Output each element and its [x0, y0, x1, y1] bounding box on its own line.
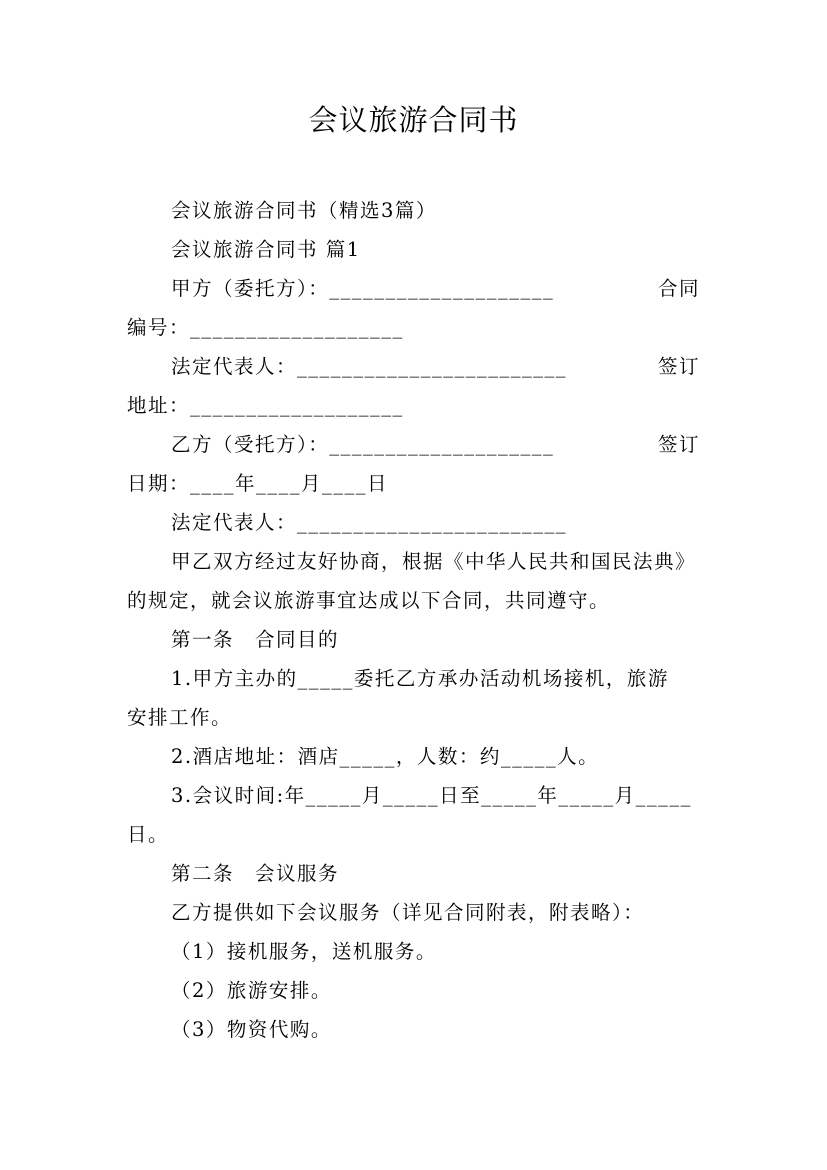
list-item: （2）旅游安排。 — [171, 979, 332, 1002]
paragraph-line: 甲乙双方经过友好协商，根据《中华人民共和国民法典》 — [171, 550, 697, 573]
paragraph-line: 安排工作。 — [127, 706, 233, 729]
sign-date-line: 日期：____年____月____日 — [127, 472, 389, 495]
party-b-line: 乙方（受托方）：____________________ — [171, 433, 555, 456]
sign-place-label: 签订 — [658, 355, 701, 378]
sign-address-line: 地址：___________________ — [127, 394, 404, 417]
list-item: （1）接机服务，送机服务。 — [171, 940, 437, 963]
contract-label: 合同 — [658, 277, 701, 300]
legal-rep-b-line: 法定代表人：________________________ — [171, 511, 568, 534]
paragraph-line: 日。 — [127, 823, 170, 846]
doc-subtitle: 会议旅游合同书（精选3篇） — [171, 199, 437, 222]
article-heading: 第二条 会议服务 — [171, 862, 340, 885]
sign-date-label: 签订 — [658, 433, 701, 456]
paragraph-line: 的规定，就会议旅游事宜达成以下合同，共同遵守。 — [127, 589, 611, 612]
section-heading: 会议旅游合同书 篇1 — [171, 238, 361, 261]
document-title: 会议旅游合同书 — [308, 103, 519, 137]
paragraph-line: 3.会议时间:年_____月_____日至_____年_____月_____ — [171, 784, 692, 807]
legal-rep-a-line: 法定代表人：________________________ — [171, 355, 568, 378]
contract-number-line: 编号：___________________ — [127, 316, 404, 339]
party-a-line: 甲方（委托方）：____________________ — [171, 277, 555, 300]
paragraph-line: 乙方提供如下会议服务（详见合同附表，附表略）： — [171, 901, 645, 924]
article-heading: 第一条 合同目的 — [171, 628, 340, 651]
paragraph-line: 1.甲方主办的_____委托乙方承办活动机场接机，旅游 — [171, 667, 669, 690]
list-item: （3）物资代购。 — [171, 1018, 332, 1041]
paragraph-line: 2.酒店地址：酒店_____，人数：约_____人。 — [171, 745, 600, 768]
